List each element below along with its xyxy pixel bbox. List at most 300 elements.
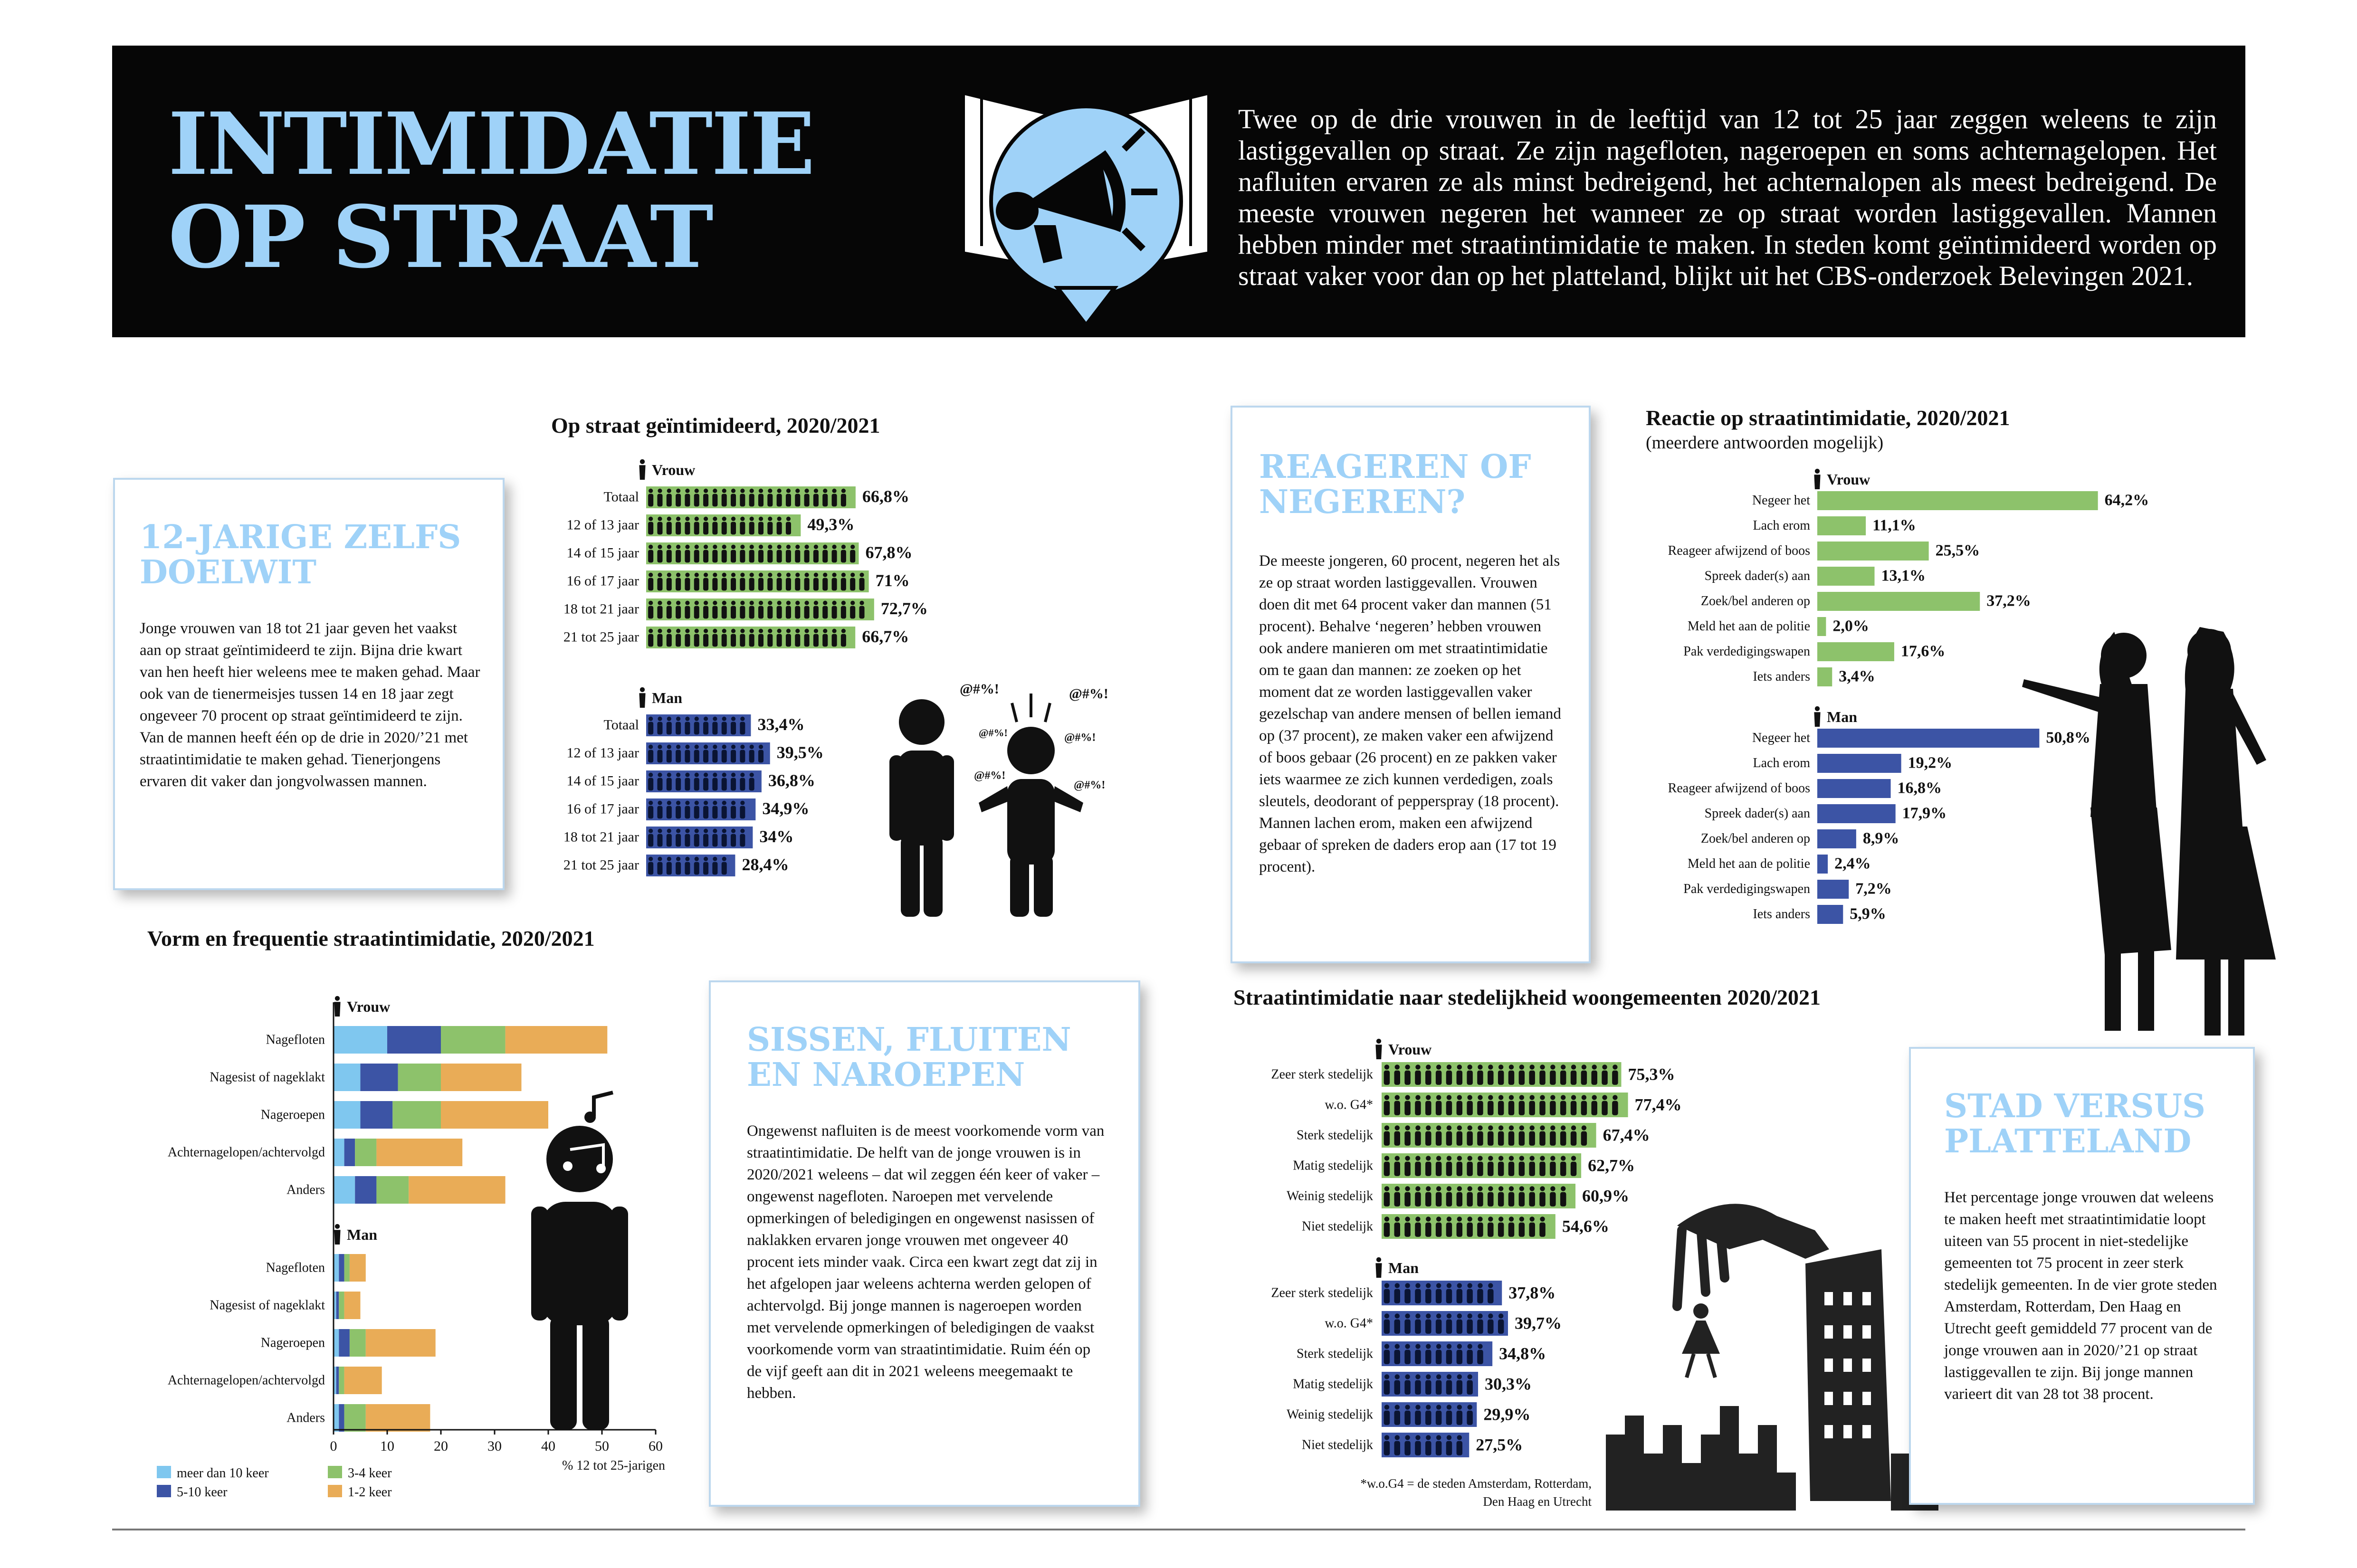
bar-person-icon xyxy=(1404,1344,1410,1364)
bar-person-icon xyxy=(1539,1064,1545,1085)
bar-person-icon xyxy=(850,573,855,591)
bar-person-icon xyxy=(1446,1435,1452,1455)
bar-person-icon xyxy=(1477,1283,1483,1303)
bar-person-icon xyxy=(731,573,736,591)
x-tick-label: 40 xyxy=(541,1438,555,1454)
reageren-text: De meeste jongeren, 60 procent, negeren het als ze op straat worden lastiggevallen. Vrouwen doen dit met 64 procent vaker dan mannen (51 procent). Behalve ‘negeren’ hebben vrouwen ook andere manieren om met straatintimidatie om te gaan dan mannen: ze zoeken op het moment dat ze worden lastiggevallen vaker gezelschap van andere mensen of bellen iemand op (37 procent), ze maken vaker een afwijzend of boos gebaar (26 procent) en ze pakken vaker iets waarmee ze zich kunnen verdedigen, zoals sleutels, deodorant of pepperspray (18 procent). Mannen lachen erom, maken een afwijzend gebaar of spreken de daders erop aan (17 tot 19 procent). xyxy=(1259,552,1561,875)
bar-person-icon xyxy=(749,489,754,507)
bar-person-icon xyxy=(1498,1313,1504,1334)
bar-person-icon xyxy=(1425,1435,1431,1455)
bar-person-icon xyxy=(1467,1283,1472,1303)
category-label: Meld het aan de politie xyxy=(1687,856,1810,871)
bar-person-icon xyxy=(703,489,708,507)
reageren-title: REAGEREN OF NEGEREN? xyxy=(1259,448,1531,521)
bar-person-icon xyxy=(767,573,773,591)
bar-person-icon xyxy=(1425,1313,1431,1334)
bar-person-icon xyxy=(1508,1125,1514,1146)
bar-person-icon xyxy=(1467,1125,1472,1146)
data-label: 67,8% xyxy=(865,543,913,562)
bar-person-icon xyxy=(657,489,662,507)
bar-person-icon xyxy=(758,573,763,591)
data-label: 66,7% xyxy=(862,627,909,646)
bar-person-icon xyxy=(1425,1344,1431,1364)
bar-segment xyxy=(339,1292,344,1319)
bar-person-icon xyxy=(777,601,782,619)
bar-person-icon xyxy=(1498,1125,1504,1146)
page-title xyxy=(168,94,833,287)
person-icon xyxy=(1375,1257,1382,1278)
group-label-vrouw: Vrouw xyxy=(1388,1041,1432,1058)
bar-person-icon xyxy=(1415,1156,1421,1176)
bar-person-icon xyxy=(1539,1125,1545,1146)
group-label-vrouw: Vrouw xyxy=(1827,471,1870,488)
bar-person-icon xyxy=(1446,1125,1452,1146)
person-icon xyxy=(639,459,645,480)
data-label: 25,5% xyxy=(1935,542,1980,560)
page-title-line-1: INTIMIDATIE xyxy=(168,94,814,194)
bar-segment xyxy=(355,1176,376,1204)
bar-person-icon xyxy=(731,745,736,763)
bar-person-icon xyxy=(1467,1156,1472,1176)
reageren-box xyxy=(1231,406,1591,963)
legend-swatch xyxy=(157,1466,171,1478)
bar-person-icon xyxy=(758,489,763,507)
group-label-man: Man xyxy=(1388,1259,1419,1276)
bar-person-icon xyxy=(1508,1156,1514,1176)
data-label: 66,8% xyxy=(862,487,909,506)
bar-person-icon xyxy=(685,489,690,507)
bar-person-icon xyxy=(1550,1064,1555,1085)
bar-person-icon xyxy=(740,745,745,763)
bar-person-icon xyxy=(1446,1283,1452,1303)
data-label: 7,2% xyxy=(1855,880,1892,898)
category-label: Zeer sterk stedelijk xyxy=(1271,1285,1373,1301)
bar-person-icon xyxy=(758,629,763,647)
bar-person-icon xyxy=(786,517,791,535)
bar-vrouw xyxy=(1817,567,1875,586)
bar-person-icon xyxy=(1529,1095,1535,1115)
data-label: 75,3% xyxy=(1628,1064,1675,1084)
bar-person-icon xyxy=(667,717,672,735)
data-label: 2,0% xyxy=(1832,617,1869,635)
bar-segment xyxy=(398,1064,441,1091)
category-label: 16 of 17 jaar xyxy=(566,573,639,589)
city-hand-illustration xyxy=(1606,1169,1938,1511)
chart-leeftijd-title: Op straat geïntimideerd, 2020/2021 xyxy=(551,413,880,437)
bar-segment xyxy=(441,1026,506,1054)
bar-person-icon xyxy=(703,601,708,619)
bar-person-icon xyxy=(676,773,681,791)
bar-person-icon xyxy=(1498,1064,1504,1085)
bar-person-icon xyxy=(1404,1435,1410,1455)
bar-person-icon xyxy=(685,773,690,791)
person-icon xyxy=(1375,1039,1382,1059)
curse-symbol: @#%! xyxy=(1069,686,1108,702)
data-label: 27,5% xyxy=(1476,1435,1523,1454)
bar-person-icon xyxy=(676,573,681,591)
category-label: 14 of 15 jaar xyxy=(566,545,639,561)
bar-person-icon xyxy=(1571,1156,1576,1176)
x-tick-label: 50 xyxy=(595,1438,609,1454)
data-label: 39,7% xyxy=(1514,1313,1562,1333)
legend-swatch xyxy=(328,1485,342,1497)
bar-person-icon xyxy=(712,629,717,647)
bar-vrouw xyxy=(1817,592,1980,611)
bar-person-icon xyxy=(1477,1344,1483,1364)
category-label: 18 tot 21 jaar xyxy=(563,601,639,617)
bar-person-icon xyxy=(1415,1216,1421,1237)
bar-person-icon xyxy=(722,829,727,847)
bar-person-icon xyxy=(749,601,754,619)
bar-person-icon xyxy=(1498,1156,1504,1176)
bar-person-icon xyxy=(1457,1125,1462,1146)
bar-man xyxy=(1817,729,2039,748)
bar-person-icon xyxy=(795,489,800,507)
category-label: Nagesist of nageklakt xyxy=(210,1298,325,1313)
category-label: Weinig stedelijk xyxy=(1286,1188,1373,1204)
bar-segment xyxy=(344,1292,361,1319)
bar-vrouw xyxy=(1817,491,2098,510)
data-label: 19,2% xyxy=(1908,754,1953,772)
bar-segment xyxy=(339,1329,350,1357)
bar-person-icon xyxy=(822,573,828,591)
data-label: 2,4% xyxy=(1834,855,1871,873)
x-tick-label: 30 xyxy=(487,1438,502,1454)
bar-person-icon xyxy=(822,601,828,619)
bar-person-icon xyxy=(1457,1186,1462,1207)
bar-person-icon xyxy=(1425,1095,1431,1115)
bar-person-icon xyxy=(1488,1216,1493,1237)
bar-person-icon xyxy=(694,517,699,535)
bar-vrouw xyxy=(1817,667,1832,686)
bar-person-icon xyxy=(667,801,672,819)
bar-person-icon xyxy=(1446,1374,1452,1395)
bar-person-icon xyxy=(712,857,717,875)
data-label: 39,5% xyxy=(776,743,824,762)
bar-person-icon xyxy=(1384,1216,1390,1237)
bar-person-icon xyxy=(1591,1064,1597,1085)
bar-segment xyxy=(376,1139,462,1166)
bar-person-icon xyxy=(1488,1125,1493,1146)
bar-person-icon xyxy=(1394,1344,1400,1364)
bar-segment xyxy=(344,1404,366,1432)
bar-person-icon xyxy=(749,629,754,647)
bar-person-icon xyxy=(1560,1095,1566,1115)
bar-person-icon xyxy=(1404,1156,1410,1176)
bar-person-icon xyxy=(758,517,763,535)
category-label: Niet stedelijk xyxy=(1301,1437,1373,1453)
bar-segment xyxy=(334,1101,361,1129)
bar-man xyxy=(1817,829,1856,848)
x-tick-label: 60 xyxy=(649,1438,663,1454)
bar-person-icon xyxy=(685,545,690,563)
bar-person-icon xyxy=(1519,1125,1525,1146)
bar-person-icon xyxy=(1394,1435,1400,1455)
bar-person-icon xyxy=(694,573,699,591)
note-line-1: *w.o.G4 = de steden Amsterdam, Rotterdam, xyxy=(1360,1476,1592,1491)
bar-segment xyxy=(441,1064,522,1091)
bar-person-icon xyxy=(841,629,846,647)
bar-segment xyxy=(366,1329,436,1357)
bar-person-icon xyxy=(676,517,681,535)
bar-person-icon xyxy=(859,601,865,619)
bar-person-icon xyxy=(667,601,672,619)
chart-reactie-title: Reactie op straatintimidatie, 2020/2021 xyxy=(1646,406,2010,430)
bar-person-icon xyxy=(1394,1125,1400,1146)
bar-person-icon xyxy=(694,829,699,847)
bar-person-icon xyxy=(722,517,727,535)
page-title-line-2: OP STRAAT xyxy=(168,187,712,287)
category-label: Nageroepen xyxy=(260,1335,325,1350)
data-label: 64,2% xyxy=(2104,491,2149,509)
bar-person-icon xyxy=(694,629,699,647)
bar-person-icon xyxy=(1477,1064,1483,1085)
bar-person-icon xyxy=(648,773,653,791)
bar-person-icon xyxy=(758,545,763,563)
bar-person-icon xyxy=(1404,1125,1410,1146)
bar-person-icon xyxy=(667,517,672,535)
bar-person-icon xyxy=(1488,1186,1493,1207)
data-label: 28,4% xyxy=(742,855,789,874)
bar-person-icon xyxy=(1612,1064,1618,1085)
bar-person-icon xyxy=(703,857,708,875)
bar-person-icon xyxy=(1436,1374,1441,1395)
bar-person-icon xyxy=(1529,1156,1535,1176)
bar-person-icon xyxy=(1498,1186,1504,1207)
sissen-title: SISSEN, FLUITEN EN NAROEPEN xyxy=(747,1021,1071,1094)
category-label: Zoek/bel anderen op xyxy=(1700,594,1810,608)
bar-person-icon xyxy=(1457,1064,1462,1085)
bar-person-icon xyxy=(822,489,828,507)
category-label: Reageer afwijzend of boos xyxy=(1668,543,1810,558)
bar-person-icon xyxy=(1425,1064,1431,1085)
bar-person-icon xyxy=(648,829,653,847)
bar-person-icon xyxy=(740,717,745,735)
person-icon xyxy=(1814,469,1820,489)
bar-person-icon xyxy=(722,629,727,647)
legend-label: 1-2 keer xyxy=(348,1485,392,1500)
bar-person-icon xyxy=(749,773,754,791)
bar-person-icon xyxy=(703,545,708,563)
bar-person-icon xyxy=(1446,1313,1452,1334)
sissen-box xyxy=(709,980,1140,1507)
bar-vrouw xyxy=(1817,617,1826,636)
bar-person-icon xyxy=(667,545,672,563)
bar-person-icon xyxy=(676,801,681,819)
bar-person-icon xyxy=(1508,1064,1514,1085)
stad-box xyxy=(1909,1047,2255,1505)
curse-symbol: @#%! xyxy=(1064,732,1096,744)
bar-person-icon xyxy=(786,573,791,591)
bar-person-icon xyxy=(648,545,653,563)
bar-person-icon xyxy=(648,717,653,735)
bar-person-icon xyxy=(832,573,837,591)
bar-person-icon xyxy=(1581,1125,1587,1146)
bar-person-icon xyxy=(722,489,727,507)
bar-person-icon xyxy=(1560,1186,1566,1207)
note-line-2: Den Haag en Utrecht xyxy=(1483,1494,1592,1509)
category-label: Negeer het xyxy=(1752,493,1810,508)
category-label: Negeer het xyxy=(1752,731,1810,745)
category-label: Meld het aan de politie xyxy=(1687,619,1810,634)
data-label: 77,4% xyxy=(1634,1095,1682,1114)
bar-person-icon xyxy=(731,717,736,735)
data-label: 17,6% xyxy=(1900,642,1946,660)
bar-person-icon xyxy=(694,489,699,507)
bar-person-icon xyxy=(685,517,690,535)
bar-person-icon xyxy=(676,601,681,619)
category-label: Anders xyxy=(286,1410,325,1425)
bar-person-icon xyxy=(1415,1283,1421,1303)
legend-label: 3-4 keer xyxy=(348,1466,392,1481)
data-label: 5,9% xyxy=(1850,905,1886,923)
bar-person-icon xyxy=(722,801,727,819)
data-label: 50,8% xyxy=(2046,729,2090,747)
bar-person-icon xyxy=(1519,1095,1525,1115)
bar-person-icon xyxy=(1529,1216,1535,1237)
bar-person-icon xyxy=(1436,1283,1441,1303)
bar-person-icon xyxy=(703,773,708,791)
bar-person-icon xyxy=(1394,1405,1400,1425)
bar-person-icon xyxy=(657,717,662,735)
bar-person-icon xyxy=(1550,1186,1555,1207)
data-label: 33,4% xyxy=(757,715,805,734)
man-with-music-illustration xyxy=(523,1107,656,1439)
bar-person-icon xyxy=(648,801,653,819)
bar-person-icon xyxy=(731,601,736,619)
bar-person-icon xyxy=(1404,1405,1410,1425)
bar-person-icon xyxy=(712,829,717,847)
bar-person-icon xyxy=(1467,1374,1472,1395)
bar-person-icon xyxy=(740,489,745,507)
bar-person-icon xyxy=(1384,1186,1390,1207)
bar-person-icon xyxy=(657,745,662,763)
bar-person-icon xyxy=(767,517,773,535)
bar-person-icon xyxy=(1539,1186,1545,1207)
bar-person-icon xyxy=(1446,1216,1452,1237)
bar-person-icon xyxy=(1539,1216,1545,1237)
category-label: Sterk stedelijk xyxy=(1297,1128,1373,1143)
bar-person-icon xyxy=(804,601,810,619)
bar-person-icon xyxy=(795,545,800,563)
bar-person-icon xyxy=(1436,1405,1441,1425)
bar-person-icon xyxy=(1591,1095,1597,1115)
bar-person-icon xyxy=(722,773,727,791)
bar-segment xyxy=(339,1254,344,1282)
bar-person-icon xyxy=(740,773,745,791)
bar-person-icon xyxy=(1457,1435,1462,1455)
bar-person-icon xyxy=(657,857,662,875)
category-label: Spreek dader(s) aan xyxy=(1704,569,1810,583)
bar-person-icon xyxy=(667,573,672,591)
bar-person-icon xyxy=(841,545,846,563)
bar-person-icon xyxy=(1425,1283,1431,1303)
bar-person-icon xyxy=(722,573,727,591)
bar-person-icon xyxy=(813,489,819,507)
bar-person-icon xyxy=(740,801,745,819)
data-label: 62,7% xyxy=(1588,1156,1635,1175)
bar-segment xyxy=(344,1367,382,1394)
bar-person-icon xyxy=(1602,1064,1607,1085)
bar-person-icon xyxy=(685,717,690,735)
bar-man xyxy=(1817,779,1891,798)
category-label: Weinig stedelijk xyxy=(1286,1407,1373,1422)
bar-segment xyxy=(334,1139,344,1166)
bar-person-icon xyxy=(685,829,690,847)
category-label: Pak verdedigingswapen xyxy=(1683,882,1810,896)
bar-person-icon xyxy=(1519,1186,1525,1207)
category-label: Nagesist of nageklakt xyxy=(210,1070,325,1085)
bar-segment xyxy=(366,1404,430,1432)
men-arguing-illustration xyxy=(865,681,1159,922)
bar-segment xyxy=(387,1026,441,1054)
data-label: 54,6% xyxy=(1562,1216,1609,1236)
category-label: Iets anders xyxy=(1753,907,1810,922)
bar-person-icon xyxy=(1571,1125,1576,1146)
bar-person-icon xyxy=(740,629,745,647)
bar-person-icon xyxy=(1415,1064,1421,1085)
bar-person-icon xyxy=(1519,1064,1525,1085)
bar-person-icon xyxy=(1602,1095,1607,1115)
category-label: Nagefloten xyxy=(266,1032,325,1047)
bar-person-icon xyxy=(777,517,782,535)
bar-person-icon xyxy=(1394,1064,1400,1085)
bar-person-icon xyxy=(703,629,708,647)
bar-person-icon xyxy=(648,857,653,875)
bar-person-icon xyxy=(731,629,736,647)
bar-person-icon xyxy=(731,773,736,791)
category-label: w.o. G4* xyxy=(1325,1097,1373,1112)
bar-segment xyxy=(344,1254,350,1282)
bar-person-icon xyxy=(1467,1313,1472,1334)
bar-segment xyxy=(506,1026,608,1054)
bar-person-icon xyxy=(850,601,855,619)
data-label: 29,9% xyxy=(1483,1405,1531,1424)
group-label-man: Man xyxy=(652,689,682,706)
bar-person-icon xyxy=(712,573,717,591)
category-label: Pak verdedigingswapen xyxy=(1683,644,1810,659)
bar-person-icon xyxy=(1457,1095,1462,1115)
category-label: Lach erom xyxy=(1753,518,1810,533)
bar-person-icon xyxy=(712,717,717,735)
bar-person-icon xyxy=(832,545,837,563)
person-icon xyxy=(334,996,340,1017)
data-label: 3,4% xyxy=(1839,667,1875,685)
bar-person-icon xyxy=(1581,1095,1587,1115)
data-label: 34% xyxy=(759,827,794,846)
bar-person-icon xyxy=(1384,1156,1390,1176)
bar-person-icon xyxy=(1384,1125,1390,1146)
bar-segment xyxy=(355,1139,376,1166)
bar-person-icon xyxy=(1436,1095,1441,1115)
bar-person-icon xyxy=(667,629,672,647)
legend-label: 5-10 keer xyxy=(177,1485,228,1500)
bar-person-icon xyxy=(1384,1435,1390,1455)
bar-person-icon xyxy=(676,629,681,647)
group-label-vrouw: Vrouw xyxy=(652,461,696,478)
bar-person-icon xyxy=(740,573,745,591)
data-label: 71% xyxy=(875,571,910,590)
bar-segment xyxy=(334,1254,339,1282)
bar-person-icon xyxy=(1394,1156,1400,1176)
bar-person-icon xyxy=(1415,1125,1421,1146)
category-label: Zoek/bel anderen op xyxy=(1700,831,1810,846)
bar-segment xyxy=(392,1101,441,1129)
category-label: Spreek dader(s) aan xyxy=(1704,806,1810,821)
bar-person-icon xyxy=(841,489,846,507)
bar-man xyxy=(1817,754,1901,773)
bar-person-icon xyxy=(694,745,699,763)
